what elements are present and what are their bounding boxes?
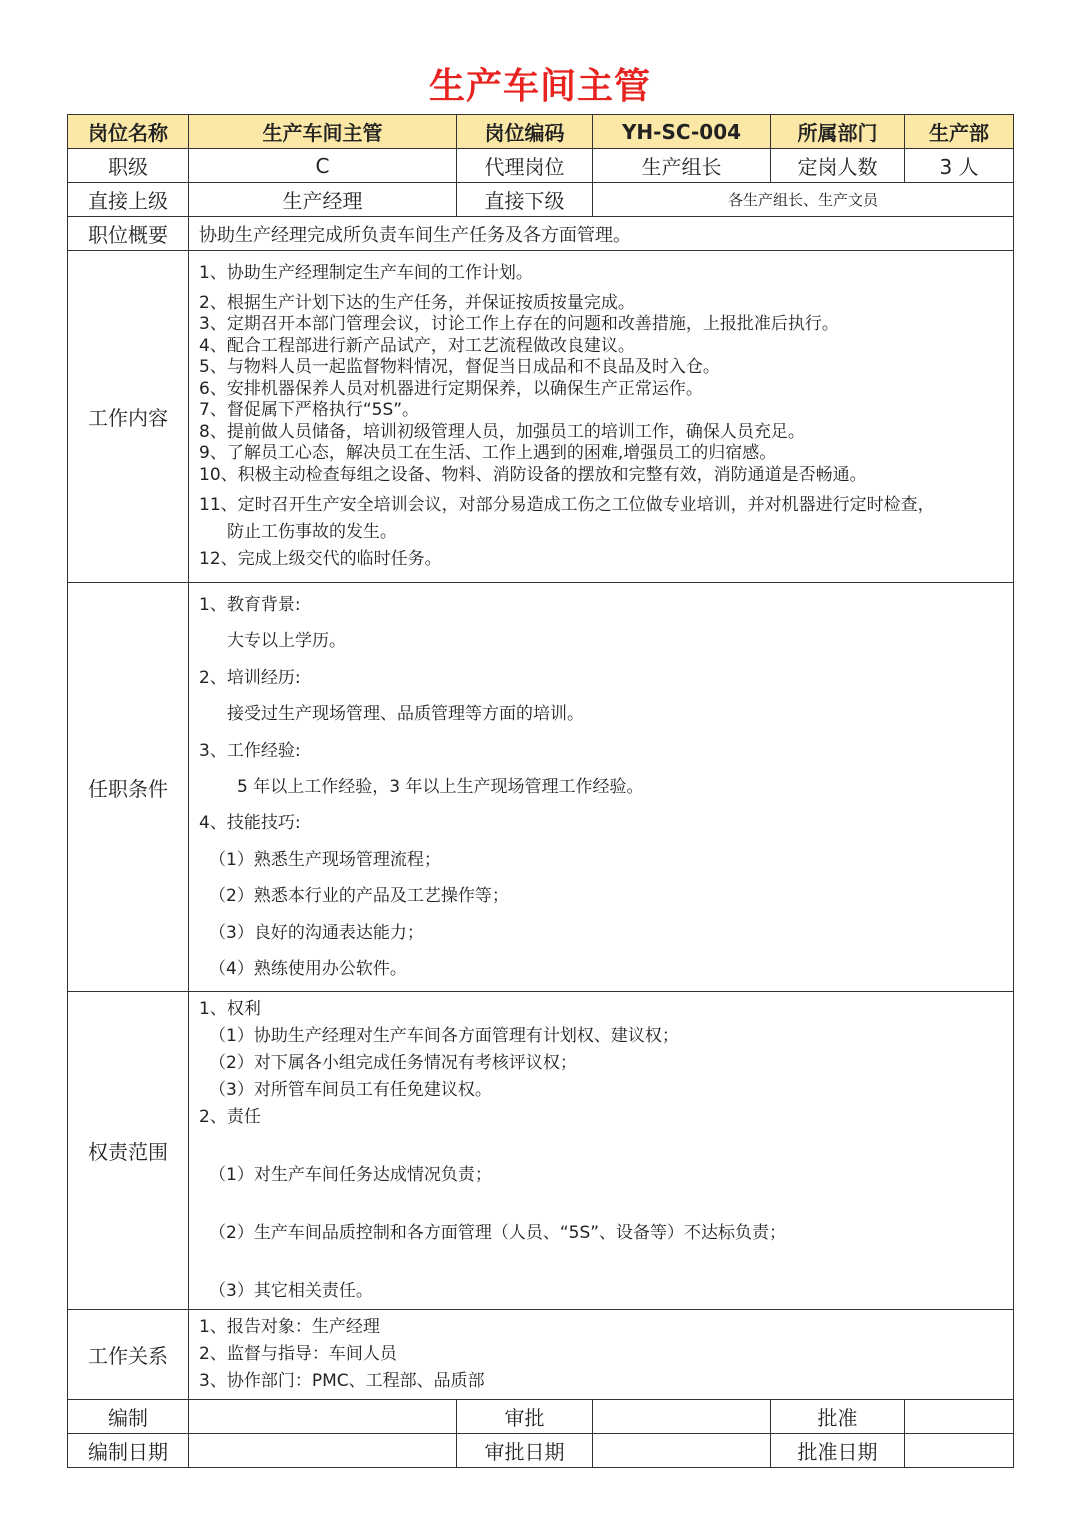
duty-item: 10、积极主动检查每组之设备、物料、消防设备的摆放和完整有效，消防通道是否畅通。 (199, 464, 867, 485)
headcount-value: 3 人 (905, 149, 1014, 183)
training-title: 2、培训经历: (199, 667, 301, 688)
reviewed-date-field[interactable] (593, 1434, 771, 1468)
overview-label: 职位概要 (68, 217, 189, 251)
subordinate-value: 各生产组长、生产文员 (593, 183, 1014, 217)
responsibility-item: （3）其它相关责任。 (209, 1281, 373, 1302)
headcount-label: 定岗人数 (771, 149, 905, 183)
duty-item: 3、定期召开本部门管理会议，讨论工作上存在的问题和改善措施，上报批准后执行。 (199, 314, 839, 335)
reviewed-label: 审批 (457, 1400, 593, 1434)
authority-list (189, 992, 1014, 1310)
position-name-value: 生产车间主管 (189, 115, 457, 149)
skill-item: （3）良好的沟通表达能力； (209, 922, 424, 943)
skill-item: （2）熟悉本行业的产品及工艺操作等； (209, 886, 509, 907)
reporting-row (68, 183, 1014, 217)
duty-item-continued: 防止工伤事故的发生。 (227, 522, 397, 543)
relation-item: 1、报告对象：生产经理 (199, 1317, 380, 1338)
duty-item: 8、提前做人员储备，培训初级管理人员，加强员工的培训工作，确保人员充足。 (199, 421, 805, 442)
duty-item: 5、与物料人员一起监督物料情况，督促当日成品和不良品及时入仓。 (199, 357, 720, 378)
position-name-label: 岗位名称 (68, 115, 189, 149)
level-label: 职级 (68, 149, 189, 183)
experience-title: 3、工作经验: (199, 740, 301, 761)
job-description-table (67, 114, 1014, 1468)
position-code-value: YH-SC-004 (593, 115, 771, 149)
right-item: （3）对所管车间员工有任免建议权。 (209, 1080, 492, 1101)
subordinate-label: 直接下级 (457, 183, 593, 217)
overview-text: 协助生产经理完成所负责车间生产任务及各方面管理。 (189, 217, 1014, 251)
duty-item: 9、了解员工心态，解决员工在生活、工作上遇到的困难,增强员工的归宿感。 (199, 443, 777, 464)
level-value: C (189, 149, 457, 183)
level-row (68, 149, 1014, 183)
skills-title: 4、技能技巧: (199, 813, 301, 834)
approved-field[interactable] (905, 1400, 1014, 1434)
requirements-label: 任职条件 (68, 583, 189, 992)
overview-row (68, 217, 1014, 251)
relations-list (189, 1310, 1014, 1400)
approved-date-label: 批准日期 (771, 1434, 905, 1468)
reviewed-field[interactable] (593, 1400, 771, 1434)
signoff-date-row (68, 1434, 1014, 1468)
education-value: 大专以上学历。 (227, 631, 346, 652)
approved-label: 批准 (771, 1400, 905, 1434)
right-item: （2）对下属各小组完成任务情况有考核评议权； (209, 1053, 577, 1074)
authority-row (68, 992, 1014, 1310)
deputy-label: 代理岗位 (457, 149, 593, 183)
duty-item: 1、协助生产经理制定生产车间的工作计划。 (199, 262, 533, 283)
duties-row (68, 251, 1014, 583)
approved-date-field[interactable] (905, 1434, 1014, 1468)
relation-item: 3、协作部门：PMC、工程部、品质部 (199, 1371, 485, 1392)
rights-title: 1、权利 (199, 999, 261, 1020)
skill-item: （1）熟悉生产现场管理流程； (209, 849, 441, 870)
signoff-row (68, 1400, 1014, 1434)
superior-label: 直接上级 (68, 183, 189, 217)
training-value: 接受过生产现场管理、品质管理等方面的培训。 (227, 704, 584, 725)
relations-label: 工作关系 (68, 1310, 189, 1400)
duty-item: 11、定时召开生产安全培训会议，对部分易造成工伤之工位做专业培训，并对机器进行定时检查， (199, 495, 935, 516)
authority-label: 权责范围 (68, 992, 189, 1310)
prepared-field[interactable] (189, 1400, 457, 1434)
duties-list (189, 251, 1014, 583)
duty-item: 6、安排机器保养人员对机器进行定期保养，以确保生产正常运作。 (199, 378, 703, 399)
duty-item: 7、督促属下严格执行“5S”。 (199, 400, 420, 421)
duties-label: 工作内容 (68, 251, 189, 583)
department-value: 生产部 (905, 115, 1014, 149)
relation-item: 2、监督与指导：车间人员 (199, 1344, 397, 1365)
header-row (68, 115, 1014, 149)
prepared-label: 编制 (68, 1400, 189, 1434)
duty-item: 2、根据生产计划下达的生产任务，并保证按质按量完成。 (199, 292, 635, 313)
position-code-label: 岗位编码 (457, 115, 593, 149)
superior-value: 生产经理 (189, 183, 457, 217)
requirements-row (68, 583, 1014, 992)
right-item: （1）协助生产经理对生产车间各方面管理有计划权、建议权； (209, 1026, 679, 1047)
duty-item: 12、完成上级交代的临时任务。 (199, 549, 442, 570)
experience-value: 5 年以上工作经验，3 年以上生产现场管理工作经验。 (237, 777, 644, 798)
prepared-date-field[interactable] (189, 1434, 457, 1468)
requirements-list (189, 583, 1014, 992)
responsibility-item: （2）生产车间品质控制和各方面管理（人员、“5S”、设备等）不达标负责； (209, 1223, 787, 1244)
reviewed-date-label: 审批日期 (457, 1434, 593, 1468)
education-title: 1、教育背景: (199, 595, 301, 615)
responsibility-title: 2、责任 (199, 1107, 261, 1128)
deputy-value: 生产组长 (593, 149, 771, 183)
duty-item: 4、配合工程部进行新产品试产，对工艺流程做改良建议。 (199, 335, 635, 356)
skill-item: （4）熟练使用办公软件。 (209, 959, 407, 980)
page-title: 生产车间主管 (428, 66, 651, 107)
department-label: 所属部门 (771, 115, 905, 149)
prepared-date-label: 编制日期 (68, 1434, 189, 1468)
relations-row (68, 1310, 1014, 1400)
responsibility-item: （1）对生产车间任务达成情况负责； (209, 1165, 492, 1186)
